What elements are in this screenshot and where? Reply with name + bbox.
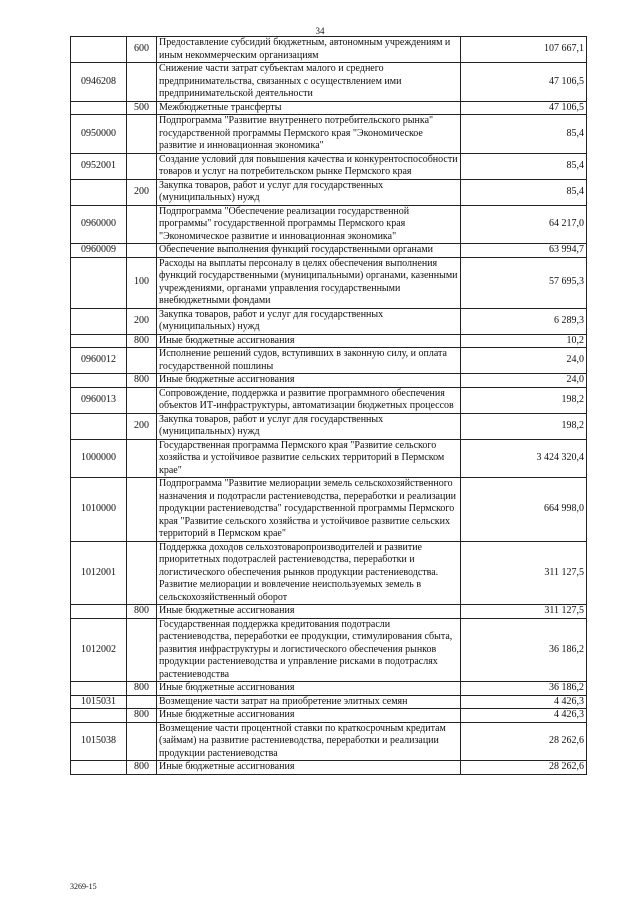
budget-table-body [71,37,587,775]
cell-name: Сопровождение, поддержка и развитие программного обеспечения объектов ИТ-инфраструктуры, автоматизации бюджетных процессов [157,387,461,413]
table-row [71,413,587,439]
cell-sum: 4 426,3 [461,695,587,709]
cell-name: Закупка товаров, работ и услуг для государственных (муниципальных) нужд [157,308,461,334]
cell-name: Иные бюджетные ассигнования [157,334,461,348]
cell-name: Межбюджетные трансферты [157,101,461,115]
cell-code [71,334,127,348]
cell-name: Расходы на выплаты персоналу в целях обеспечения выполнения функций государственными (муниципальными) органами, казенными учреждениями, органами управления государственными внебюджетными фондами [157,257,461,308]
cell-code: 1010000 [71,478,127,542]
cell-name: Возмещение части процентной ставки по краткосрочным кредитам (займам) на развитие растениеводства, переработки и реализации продукции растениеводства [157,722,461,761]
cell-code [71,308,127,334]
cell-expense-type [127,439,157,478]
table-row [71,761,587,775]
table-row [71,63,587,102]
cell-name: Создание условий для повышения качества и конкурентоспособности товаров и услуг на потребительском рынке Пермского края [157,153,461,179]
cell-name: Иные бюджетные ассигнования [157,374,461,388]
document-footer-code: 3269-15 [70,882,97,891]
table-row [71,205,587,244]
cell-sum: 198,2 [461,387,587,413]
table-row [71,153,587,179]
cell-sum: 47 106,5 [461,63,587,102]
cell-name: Иные бюджетные ассигнования [157,761,461,775]
cell-expense-type [127,695,157,709]
cell-sum: 3 424 320,4 [461,439,587,478]
table-row [71,348,587,374]
cell-expense-type: 800 [127,761,157,775]
cell-code: 0960000 [71,205,127,244]
cell-expense-type: 500 [127,101,157,115]
cell-code: 1015038 [71,722,127,761]
table-row [71,334,587,348]
cell-code: 0952001 [71,153,127,179]
cell-sum: 28 262,6 [461,722,587,761]
table-row [71,179,587,205]
cell-sum: 28 262,6 [461,761,587,775]
cell-sum: 6 289,3 [461,308,587,334]
cell-sum: 664 998,0 [461,478,587,542]
cell-expense-type: 800 [127,605,157,619]
cell-code: 0960013 [71,387,127,413]
cell-sum: 85,4 [461,179,587,205]
cell-sum: 24,0 [461,374,587,388]
table-row [71,387,587,413]
cell-code: 0960012 [71,348,127,374]
cell-code [71,682,127,696]
cell-name: Исполнение решений судов, вступивших в законную силу, и оплата государственной пошлины [157,348,461,374]
cell-expense-type: 200 [127,179,157,205]
table-row [71,101,587,115]
cell-expense-type: 600 [127,37,157,63]
cell-expense-type: 200 [127,308,157,334]
cell-name: Снижение части затрат субъектам малого и среднего предпринимательства, связанных с осуществлением ими предпринимательской деятельности [157,63,461,102]
cell-expense-type [127,205,157,244]
cell-code [71,37,127,63]
cell-sum: 4 426,3 [461,709,587,723]
cell-name: Подпрограмма "Развитие внутреннего потребительского рынка" государственной программы Пермского края "Экономическое развитие и инновационная экономика" [157,115,461,154]
table-row [71,682,587,696]
cell-sum: 107 667,1 [461,37,587,63]
table-row [71,541,587,605]
table-row [71,722,587,761]
cell-expense-type: 800 [127,709,157,723]
cell-expense-type [127,478,157,542]
table-row [71,115,587,154]
cell-expense-type [127,541,157,605]
cell-name: Государственная поддержка кредитования подотрасли растениеводства, переработки ее продукции, стимулирования сбыта, развития инфраструктуры и логистического обеспечения рынков продукции растениеводства и управление рисками в подотраслях растениеводства [157,618,461,682]
table-row [71,37,587,63]
cell-name: Предоставление субсидий бюджетным, автономным учреждениям и иным некоммерческим организациям [157,37,461,63]
table-row [71,478,587,542]
table-row [71,618,587,682]
page-number: 34 [315,26,325,36]
cell-name: Иные бюджетные ассигнования [157,605,461,619]
cell-expense-type [127,722,157,761]
cell-sum: 36 186,2 [461,682,587,696]
cell-code: 1012001 [71,541,127,605]
cell-code: 0946208 [71,63,127,102]
cell-sum: 24,0 [461,348,587,374]
cell-expense-type: 100 [127,257,157,308]
cell-expense-type: 800 [127,682,157,696]
cell-name: Иные бюджетные ассигнования [157,709,461,723]
cell-name: Обеспечение выполнения функций государственными органами [157,244,461,258]
cell-expense-type [127,618,157,682]
cell-sum: 57 695,3 [461,257,587,308]
table-row [71,257,587,308]
cell-expense-type [127,387,157,413]
cell-name: Иные бюджетные ассигнования [157,682,461,696]
cell-code [71,605,127,619]
cell-expense-type: 200 [127,413,157,439]
cell-name: Закупка товаров, работ и услуг для государственных (муниципальных) нужд [157,413,461,439]
table-row [71,439,587,478]
cell-sum: 47 106,5 [461,101,587,115]
cell-code: 1012002 [71,618,127,682]
cell-sum: 85,4 [461,153,587,179]
cell-sum: 311 127,5 [461,541,587,605]
cell-code [71,374,127,388]
cell-code: 0950000 [71,115,127,154]
cell-expense-type: 800 [127,374,157,388]
cell-sum: 63 994,7 [461,244,587,258]
table-row [71,695,587,709]
cell-code: 0960009 [71,244,127,258]
cell-sum: 64 217,0 [461,205,587,244]
cell-code [71,761,127,775]
cell-sum: 36 186,2 [461,618,587,682]
cell-code [71,179,127,205]
cell-sum: 10,2 [461,334,587,348]
cell-sum: 311 127,5 [461,605,587,619]
budget-table [70,36,587,775]
cell-expense-type [127,153,157,179]
table-row [71,308,587,334]
cell-code [71,257,127,308]
cell-expense-type [127,348,157,374]
cell-name: Государственная программа Пермского края "Развитие сельского хозяйства и устойчивое развитие сельских территорий в Пермском крае" [157,439,461,478]
cell-code [71,101,127,115]
table-row [71,709,587,723]
cell-code [71,413,127,439]
cell-code [71,709,127,723]
cell-expense-type [127,63,157,102]
cell-name: Подпрограмма "Обеспечение реализации государственной программы" государственной программы Пермского края "Экономическое развитие и инновационная экономика" [157,205,461,244]
cell-code: 1000000 [71,439,127,478]
cell-name: Закупка товаров, работ и услуг для государственных (муниципальных) нужд [157,179,461,205]
table-row [71,244,587,258]
cell-sum: 85,4 [461,115,587,154]
cell-expense-type [127,244,157,258]
cell-expense-type: 800 [127,334,157,348]
cell-expense-type [127,115,157,154]
cell-name: Возмещение части затрат на приобретение элитных семян [157,695,461,709]
cell-sum: 198,2 [461,413,587,439]
cell-code: 1015031 [71,695,127,709]
cell-name: Поддержка доходов сельхозтоваропроизводителей и развитие приоритетных подотраслей растениеводства, переработки и логистического обеспечения рынков продукции растениеводства. Развитие мелиорации и вовлечение неиспользуемых земель в сельскохозяйственный оборот [157,541,461,605]
table-row [71,605,587,619]
table-row [71,374,587,388]
cell-name: Подпрограмма "Развитие мелиорации земель сельскохозяйственного назначения и подотрасли растениеводства, переработки и реализации продукции растениеводства" государственной программы Пермского края "Развитие сельского хозяйства и устойчивое развитие сельских территорий в Пермском крае" [157,478,461,542]
